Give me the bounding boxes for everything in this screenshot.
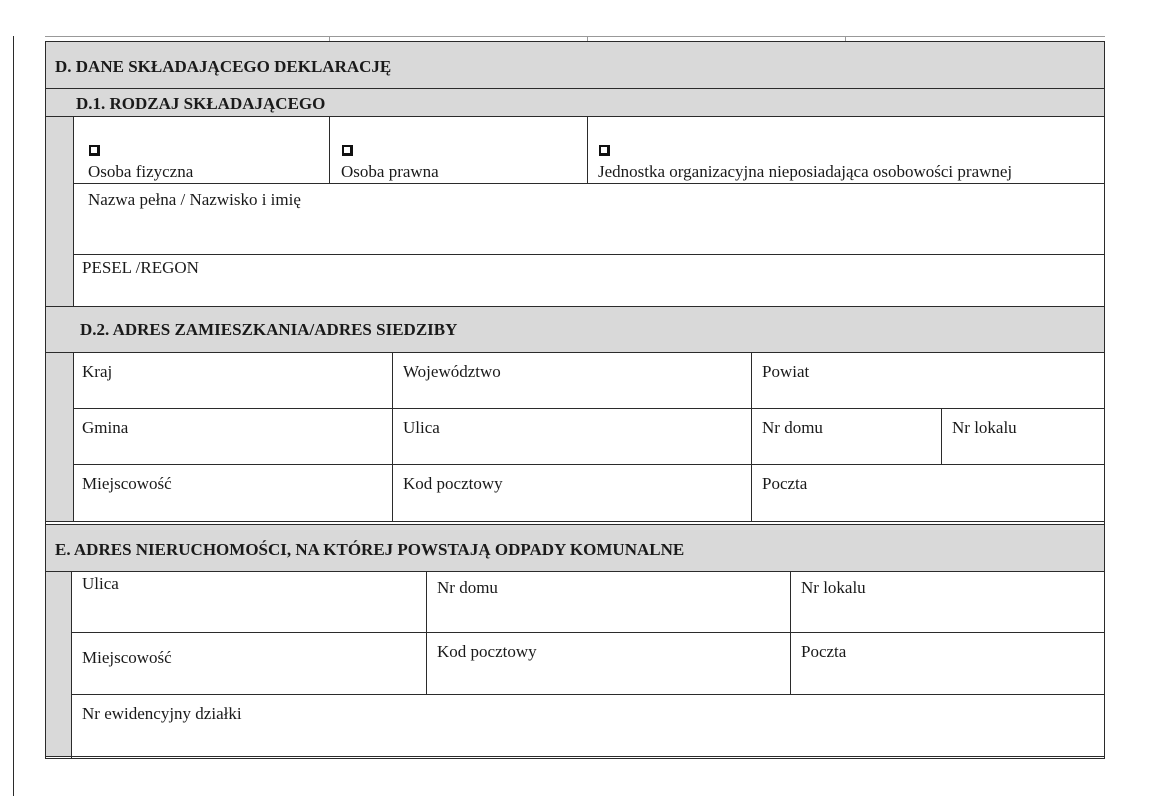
table-line — [45, 41, 46, 758]
table-line — [329, 36, 330, 41]
table-line — [71, 632, 1105, 633]
e-miejscowosc-label: Miejscowość — [82, 648, 172, 667]
poczta-label: Poczta — [762, 474, 808, 493]
table-line — [45, 521, 1105, 522]
nr-lokalu-label: Nr lokalu — [952, 418, 1017, 437]
table-line — [71, 571, 72, 758]
section-d1-title: D.1. RODZAJ SKŁADAJĄCEGO — [76, 94, 326, 113]
table-line — [45, 116, 1105, 117]
table-line — [941, 408, 942, 464]
table-line — [392, 352, 393, 522]
table-line — [73, 408, 1105, 409]
margin-strip — [45, 571, 71, 757]
table-line — [587, 36, 588, 41]
e-nr-ewidencyjny-label: Nr ewidencyjny działki — [82, 704, 242, 723]
pesel-field[interactable] — [74, 255, 1104, 305]
name-field[interactable] — [74, 184, 1104, 254]
table-line — [45, 36, 1105, 37]
table-line — [426, 571, 427, 694]
e-kod-pocztowy-label: Kod pocztowy — [437, 642, 537, 661]
option-osoba-fizyczna-label: Osoba fizyczna — [88, 162, 194, 181]
page-margin-line — [13, 36, 14, 796]
table-line — [73, 464, 1105, 465]
table-line — [1104, 41, 1105, 758]
table-line — [73, 183, 1105, 184]
nr-domu-label: Nr domu — [762, 418, 823, 437]
kod-pocztowy-label: Kod pocztowy — [403, 474, 503, 493]
table-line — [71, 694, 1105, 695]
miejscowosc-label: Miejscowość — [82, 474, 172, 493]
checkbox-osoba-fizyczna[interactable] — [89, 145, 99, 155]
table-line — [587, 116, 588, 183]
section-e-title: E. ADRES NIERUCHOMOŚCI, NA KTÓREJ POWSTAJĄ ODPADY KOMUNALNE — [55, 540, 685, 559]
section-d2-title: D.2. ADRES ZAMIESZKANIA/ADRES SIEDZIBY — [80, 320, 458, 339]
table-line — [845, 36, 846, 41]
checkbox-jednostka-organizacyjna[interactable] — [599, 145, 609, 155]
table-line — [45, 758, 1105, 759]
ulica-label: Ulica — [403, 418, 440, 437]
e-poczta-label: Poczta — [801, 642, 847, 661]
table-line — [45, 306, 1105, 307]
pesel-field-label: PESEL /REGON — [82, 258, 199, 277]
e-nr-domu-label: Nr domu — [437, 578, 498, 597]
e-ulica-label: Ulica — [82, 574, 119, 593]
section-d-title: D. DANE SKŁADAJĄCEGO DEKLARACJĘ — [55, 57, 392, 76]
table-line — [45, 756, 1105, 757]
wojewodztwo-label: Województwo — [403, 362, 501, 381]
gmina-label: Gmina — [82, 418, 129, 437]
margin-strip — [45, 352, 73, 522]
table-line — [73, 116, 74, 306]
kraj-label: Kraj — [82, 362, 113, 381]
table-line — [73, 352, 74, 522]
table-line — [790, 571, 791, 694]
table-line — [45, 571, 1105, 572]
table-line — [45, 524, 1105, 525]
table-line — [45, 88, 1105, 89]
table-line — [45, 41, 1105, 42]
e-nr-lokalu-label: Nr lokalu — [801, 578, 866, 597]
table-line — [73, 254, 1105, 255]
table-line — [329, 116, 330, 183]
option-osoba-prawna-label: Osoba prawna — [341, 162, 439, 181]
powiat-label: Powiat — [762, 362, 810, 381]
margin-strip — [45, 116, 73, 306]
table-line — [45, 352, 1105, 353]
name-field-label: Nazwa pełna / Nazwisko i imię — [88, 190, 301, 209]
table-line — [751, 352, 752, 522]
option-jednostka-organizacyjna-label: Jednostka organizacyjna nieposiadająca osobowości prawnej — [598, 162, 1013, 181]
checkbox-osoba-prawna[interactable] — [342, 145, 352, 155]
